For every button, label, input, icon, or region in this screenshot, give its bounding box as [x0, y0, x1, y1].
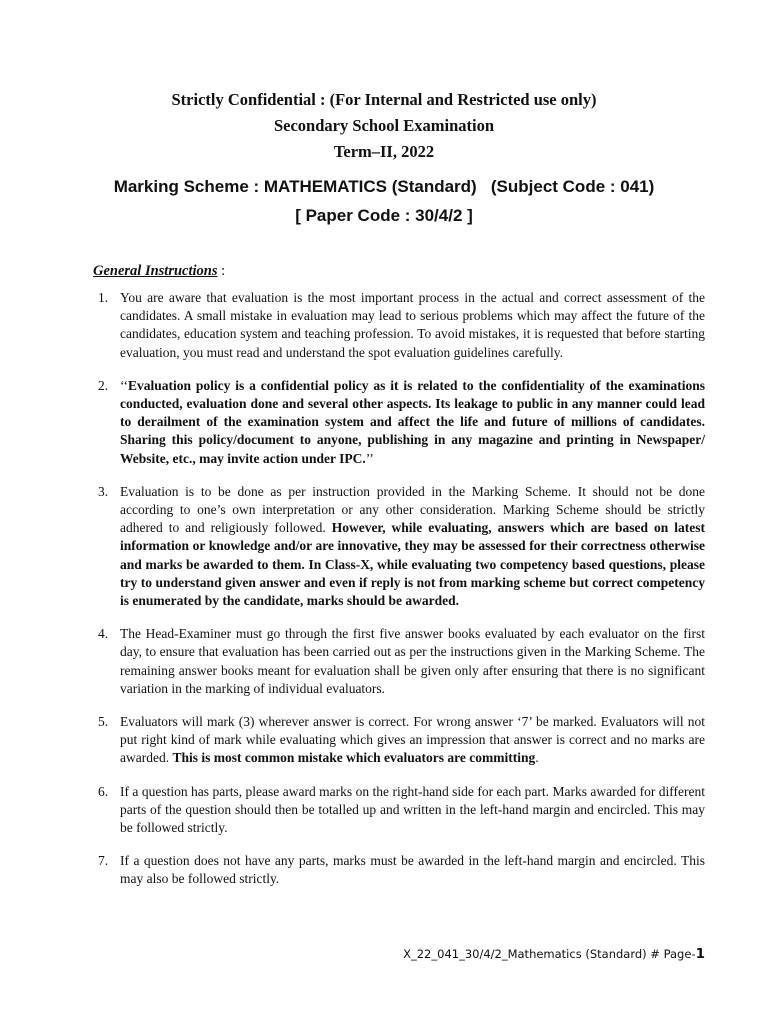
instruction-text: ’’	[365, 450, 374, 466]
instruction-item	[92, 852, 705, 888]
instruction-item	[92, 289, 705, 362]
instruction-bold-text: This is most common mistake which evaluators are committing	[172, 750, 536, 766]
instruction-item	[92, 625, 705, 698]
exam-heading: Secondary School Examination	[273, 116, 495, 135]
instruction-text: ‘‘	[120, 377, 128, 393]
instruction-number: 2.	[98, 377, 109, 393]
marking-scheme-title: Marking Scheme : MATHEMATICS (Standard) (Subject Code : 041)	[113, 177, 655, 196]
instruction-item	[92, 377, 705, 468]
instruction-number: 7.	[98, 853, 109, 869]
footer-text: X_22_041_30/4/2_Mathematics (Standard) # Page-	[403, 947, 696, 961]
instruction-bold-text: Evaluation policy is a confidential policy as it is related to the confidentiality of the examinations conducted, evaluation done and several other aspects. Its leakage to public in any manner could lead to derailment of the examination system and affect the life and future of millions of candidates. Sharing this policy/document to anyone, publishing in any magazine and printing in Newspaper/ Website, etc., may invite action under IPC.	[120, 377, 705, 466]
general-instructions-heading	[93, 263, 225, 280]
instruction-number: 6.	[98, 783, 109, 799]
instruction-item	[92, 783, 705, 838]
page-number: 1	[695, 946, 705, 962]
instruction-text: You are aware that evaluation is the most important process in the actual and correct assessment of the candidates. A small mistake in evaluation may lead to serious problems which may affect the future of the candidates, education system and teaching profession. To avoid mistakes, it is requested that before starting evaluation, you must read and understand the spot evaluation guidelines carefully.	[120, 290, 705, 360]
instruction-number: 3.	[98, 483, 109, 499]
instruction-text: The Head-Examiner must go through the first five answer books evaluated by each evaluator on the first day, to ensure that evaluation has been carried out as per the instructions given in the Marking Scheme. The remaining answer books meant for evaluation shall be given only after ensuring that there is no significant variation in the marking of individual evaluators.	[120, 626, 705, 696]
term-heading: Term–II, 2022	[333, 142, 435, 161]
instruction-text: Evaluation is to be done as per instruction provided in the Marking Scheme. It should not be done according to one’s own interpretation or any other consideration. Marking Scheme should be strictly adhered to and religiously followed.	[120, 483, 705, 536]
instruction-number: 4.	[98, 626, 109, 642]
instruction-text: If a question does not have any parts, marks must be awarded in the left-hand margin and encircled. This may also be followed strictly.	[120, 853, 705, 887]
confidential-heading: Strictly Confidential : (For Internal and Restricted use only)	[171, 90, 597, 109]
instruction-number: 1.	[98, 290, 109, 305]
instruction-item	[92, 713, 705, 768]
instruction-text: .	[535, 750, 539, 766]
general-instructions-title: General Instructions	[93, 263, 218, 279]
instructions-list	[92, 289, 705, 904]
instruction-text: Evaluators will mark (3) wherever answer is correct. For wrong answer ‘7’ be marked. Evaluators will not put right kind of mark while evaluating which gives an impression that answer is correct and no marks are awarded.	[120, 714, 705, 766]
instruction-number: 5.	[98, 714, 109, 730]
instruction-bold-text: However, while evaluating, answers which are based on latest information or knowledge and/or are innovative, they may be assessed for their correctness otherwise and marks be awarded to them. In Class-X, while evaluating two competency based questions, please try to understand given answer and even if reply is not from marking scheme but correct competency is enumerated by the candidate, marks should be awarded.	[120, 520, 705, 609]
instruction-text: If a question has parts, please award marks on the right-hand side for each part. Marks awarded for different parts of the question should then be totalled up and written in the left-hand margin and encircled. This may be followed strictly.	[120, 783, 705, 836]
paper-code: [ Paper Code : 30/4/2 ]	[295, 206, 473, 225]
instruction-item	[92, 483, 705, 610]
general-instructions-colon: :	[217, 263, 226, 279]
page-footer	[403, 946, 705, 962]
